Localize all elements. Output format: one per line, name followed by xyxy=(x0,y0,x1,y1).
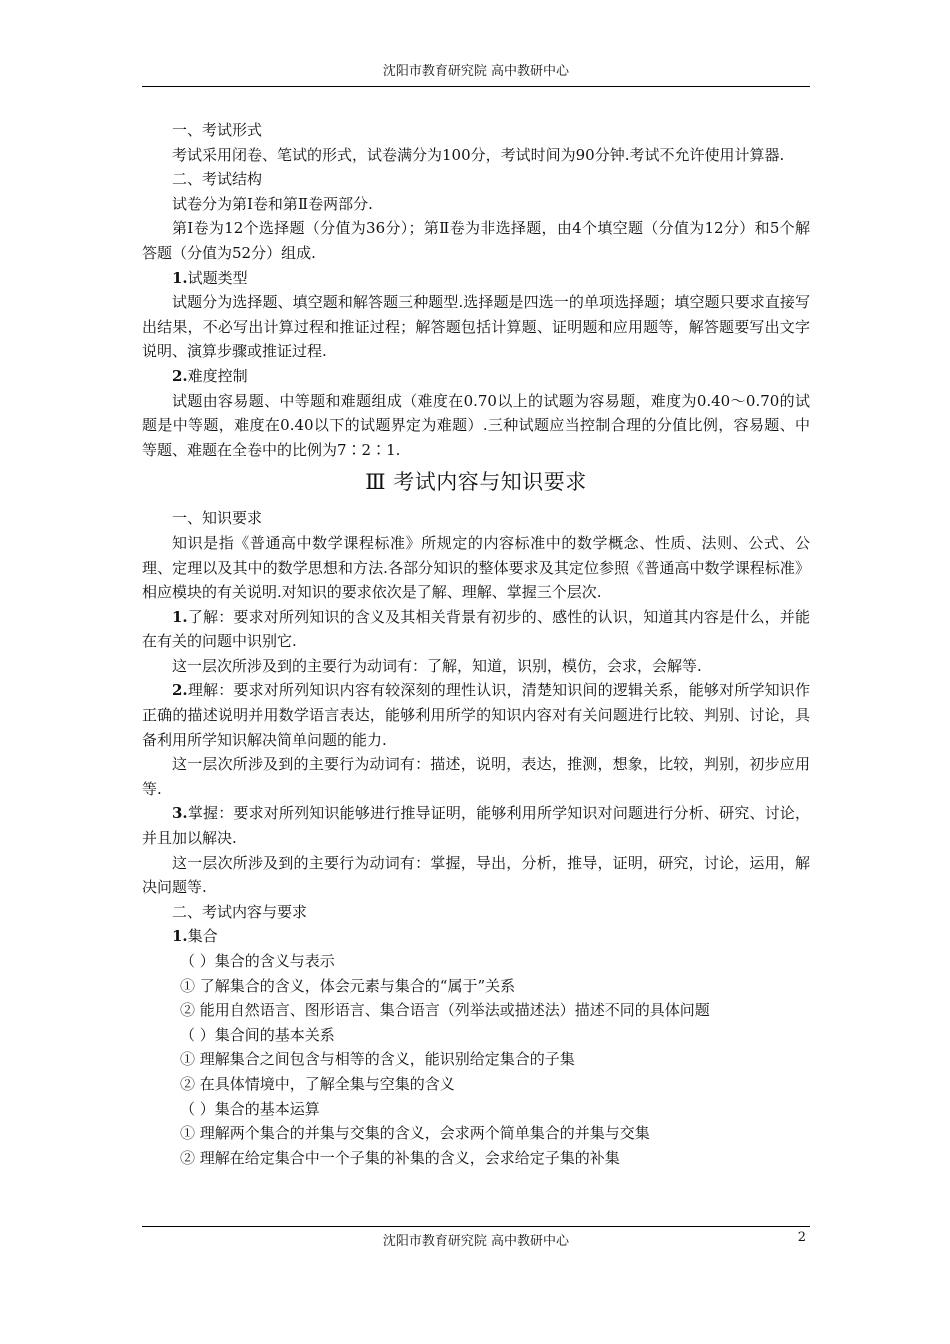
level-text: 理解：要求对所列知识内容有较深刻的理性认识，清楚知识间的逻辑关系，能够对所学知识作正确的描述说明并用数学语言表达，能够利用所学的知识内容对有关问题进行比较、判别、讨论，具备利用所学知识解决简单问题的能力. xyxy=(142,681,810,749)
paragraph-difficulty: 试题由容易题、中等题和难题组成（难度在0.70以上的试题为容易题，难度为0.40～0.70的试题是中等题，难度在0.40以下的试题界定为难题）.三种试题应当控制合理的分值比例，容易题、中等题、难题在全卷中的比例为7∶2∶1. xyxy=(142,391,810,459)
list-item: （ ）集合的含义与表示 xyxy=(180,952,335,970)
subheading-question-types xyxy=(142,266,810,291)
paragraph-knowledge-intro: 知识是指《普通高中数学课程标准》所规定的内容标准中的数学概念、性质、法则、公式、公理、定理以及其中的数学思想和方法.各部分知识的整体要求及其定位参照《普通高中数学课程标准》相应模块的有关说明.对知识的要求依次是了解、理解、掌握三个层次. xyxy=(142,533,810,602)
subheading-text: 难度控制 xyxy=(187,366,248,385)
list-item: ② 在具体情境中，了解全集与空集的含义 xyxy=(180,1074,455,1093)
page-footer: 沈阳市教育研究院 高中教研中心 xyxy=(382,1234,570,1249)
level-number: 2. xyxy=(172,681,188,700)
paragraph-question-types: 试题分为选择题、填空题和解答题三种题型.选择题是四选一的单项选择题；填空题只要求直接写出结果，不必写出计算过程和推证过程；解答题包括计算题、证明题和应用题等，解答题要写出文字说明、演算步骤或推证过程. xyxy=(142,293,810,361)
footer-rule xyxy=(142,1226,810,1227)
list-item: （ ）集合间的基本关系 xyxy=(180,1025,335,1044)
topic-number: 1. xyxy=(172,927,188,946)
paragraph-exam-form: 考试采用闭卷、笔试的形式，试卷满分为100分，考试时间为90分钟.考试不允许使用计算器. xyxy=(172,145,785,164)
level-master xyxy=(142,801,810,850)
heading-exam-form: 一、考试形式 xyxy=(172,121,263,139)
list-item: ② 理解在给定集合中一个子集的补集的含义，会求给定子集的补集 xyxy=(180,1148,620,1167)
topic-heading-sets xyxy=(142,924,810,949)
heading-exam-content: 二、考试内容与要求 xyxy=(172,902,308,921)
level-number: 3. xyxy=(172,804,188,823)
list-item: ① 了解集合的含义，体会元素与集合的“属于”关系 xyxy=(180,976,516,995)
level-understand-basic xyxy=(142,605,810,654)
subheading-number: 2. xyxy=(172,366,188,385)
heading-knowledge-requirements: 一、知识要求 xyxy=(172,509,263,528)
level-master-verbs: 这一层次所涉及到的主要行为动词有：掌握，导出，分析，推导，证明，研究，讨论，运用，解决问题等. xyxy=(142,853,810,897)
level-understand-basic-verbs: 这一层次所涉及到的主要行为动词有：了解，知道，识别，模仿，会求，会解等. xyxy=(172,656,702,675)
level-comprehend-verbs: 这一层次所涉及到的主要行为动词有：描述，说明，表达，推测，想象，比较，判别，初步应用等. xyxy=(142,755,810,798)
level-text: 了解：要求对所列知识的含义及其相关背景有初步的、感性的认识，知道其内容是什么，并能在有关的问题中识别它. xyxy=(142,607,810,651)
list-item: ② 能用自然语言、图形语言、集合语言（列举法或描述法）描述不同的具体问题 xyxy=(180,1001,710,1020)
topic-text: 集合 xyxy=(187,927,218,946)
section-title: Ⅲ 考试内容与知识要求 xyxy=(365,470,587,495)
page-number: 2 xyxy=(797,1230,806,1245)
heading-exam-structure: 二、考试结构 xyxy=(172,170,263,189)
subheading-difficulty xyxy=(142,364,810,389)
subheading-number: 1. xyxy=(172,268,188,287)
level-text: 掌握：要求对所列知识能够进行推导证明，能够利用所学知识对问题进行分析、研究、讨论，并且加以解决. xyxy=(142,804,810,848)
list-item: （ ）集合的基本运算 xyxy=(180,1099,320,1118)
list-item: ① 理解集合之间包含与相等的含义，能识别给定集合的子集 xyxy=(180,1050,575,1069)
page-content xyxy=(142,118,810,1170)
header-rule xyxy=(142,86,810,87)
level-number: 1. xyxy=(172,607,188,626)
level-comprehend xyxy=(142,678,810,752)
paragraph-structure-detail: 第Ⅰ卷为12个选择题（分值为36分）；第Ⅱ卷为非选择题，由4个填空题（分值为12分）和5个解答题（分值为52分）组成. xyxy=(142,219,810,262)
list-item: ① 理解两个集合的并集与交集的含义，会求两个简单集合的并集与交集 xyxy=(180,1124,650,1143)
page-header: 沈阳市教育研究院 高中教研中心 xyxy=(382,64,570,79)
subheading-text: 试题类型 xyxy=(187,268,248,287)
paragraph-structure-parts: 试卷分为第Ⅰ卷和第Ⅱ卷两部分. xyxy=(172,194,373,213)
